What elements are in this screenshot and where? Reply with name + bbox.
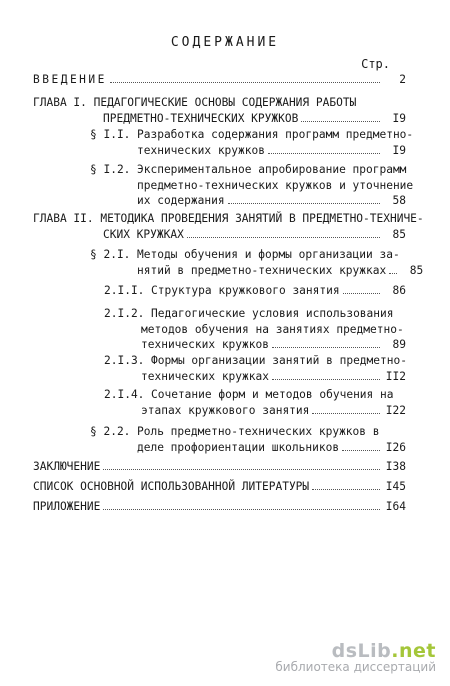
toc-entry-subsection-2-1-2[interactable] xyxy=(104,306,406,353)
section-number: 2.I.4. xyxy=(104,388,145,401)
entry-page: I22 xyxy=(385,403,406,417)
entry-page: 2 xyxy=(399,73,406,86)
section-number: 2.I.3. xyxy=(104,354,145,367)
leader-dots xyxy=(103,509,380,510)
entry-page: I9 xyxy=(392,143,406,157)
toc-entry-conclusion[interactable] xyxy=(33,459,406,475)
entry-title-line: Сочетание форм и методов обучения на xyxy=(151,388,394,401)
toc-entry-section-2-2[interactable] xyxy=(90,424,406,455)
entry-title-line: технических кружков xyxy=(137,143,265,157)
entry-page: 58 xyxy=(392,194,406,207)
entry-title-line: ГЛАВА I. ПЕДАГОГИЧЕСКИЕ ОСНОВЫ СОДЕРЖАНИЯ РАБОТЫ xyxy=(33,96,357,109)
entry-title-line: Роль предметно-технических кружков в xyxy=(137,425,380,438)
section-number: § 2.I. xyxy=(90,248,131,261)
toc-entry-chapter-1[interactable] xyxy=(33,95,406,126)
entry-title-line: ГЛАВА II. МЕТОДИКА ПРОВЕДЕНИЯ ЗАНЯТИЙ В ПРЕДМЕТНО-ТЕХНИЧЕ- xyxy=(33,212,424,225)
toc-entry-appendix[interactable] xyxy=(33,499,406,515)
entry-title-line: Экспериментальное апробирование программ xyxy=(137,163,407,176)
section-number: 2.I.I. xyxy=(104,284,145,297)
leader-dots xyxy=(301,121,380,122)
entry-title-line: нятий в предметно-технических кружках xyxy=(137,263,387,277)
entry-page: 89 xyxy=(392,338,406,351)
toc-entry-subsection-2-1-1[interactable] xyxy=(104,283,406,299)
entry-title-line: Методы обучения и формы организации за- xyxy=(137,248,400,261)
entry-title-line: ПРЕДМЕТНО-ТЕХНИЧЕСКИХ КРУЖКОВ xyxy=(103,111,299,125)
toc-entry-bibliography[interactable] xyxy=(33,479,406,495)
entry-page: 85 xyxy=(392,227,406,241)
leader-dots xyxy=(312,489,380,490)
entry-title-line: этапах кружкового занятия xyxy=(141,403,310,417)
leader-dots xyxy=(187,237,380,238)
entry-title: СПИСОК ОСНОВНОЙ ИСПОЛЬЗОВАННОЙ ЛИТЕРАТУРЫ xyxy=(33,480,310,493)
watermark-subtitle: библиотека диссертаций xyxy=(275,660,436,674)
entry-title: ВВЕДЕНИЕ xyxy=(33,73,107,86)
leader-dots xyxy=(342,450,380,451)
leader-dots xyxy=(103,469,380,470)
leader-dots xyxy=(228,203,380,204)
section-number: 2.I.2. xyxy=(104,307,145,320)
entry-title-line: их содержания xyxy=(137,194,225,207)
toc-entry-subsection-2-1-4[interactable] xyxy=(104,387,406,418)
entry-title-line: методов обучения на занятиях предметно- xyxy=(141,322,404,336)
entry-title-line: Структура кружкового занятия xyxy=(151,284,340,297)
section-number: § I.2. xyxy=(90,163,131,176)
toc-title: СОДЕРЖАНИЕ xyxy=(170,35,280,50)
toc-entry-subsection-2-1-3[interactable] xyxy=(104,353,406,384)
toc-entry-introduction[interactable] xyxy=(33,72,406,88)
entry-title: ПРИЛОЖЕНИЕ xyxy=(33,500,101,513)
leader-dots xyxy=(312,413,380,414)
entry-title-line: технических кружках xyxy=(141,369,269,383)
leader-dots xyxy=(268,153,380,154)
entry-title-line: предметно-технических кружков и уточнение xyxy=(137,178,414,192)
watermark-logo-tld: .net xyxy=(391,640,436,662)
watermark-logo xyxy=(275,640,436,662)
leader-dots xyxy=(389,273,397,274)
entry-page: I45 xyxy=(385,480,406,493)
entry-page: II2 xyxy=(385,369,406,383)
entry-title-line: деле профориентации школьников xyxy=(137,440,340,454)
entry-page: I26 xyxy=(385,440,406,454)
entry-page: I38 xyxy=(385,460,406,473)
dslib-watermark xyxy=(275,640,436,674)
leader-dots xyxy=(272,347,380,348)
leader-dots xyxy=(343,293,380,294)
watermark-logo-main: dsLib xyxy=(331,640,392,662)
entry-page: 85 xyxy=(409,263,424,277)
entry-title-line: Формы организации занятий в предметно- xyxy=(151,354,407,367)
entry-page: I64 xyxy=(385,500,406,513)
entry-page: I9 xyxy=(392,111,406,125)
entry-page: 86 xyxy=(392,284,406,297)
leader-dots xyxy=(110,82,380,83)
entry-title-line: Педагогические условия использования xyxy=(151,307,394,320)
entry-title: ЗАКЛЮЧЕНИЕ xyxy=(33,460,101,473)
toc-entry-chapter-2[interactable] xyxy=(33,211,424,242)
section-number: § I.I. xyxy=(90,128,131,141)
entry-title-line: СКИХ КРУЖКАХ xyxy=(103,227,184,241)
entry-title-line: Разработка содержания программ предметно- xyxy=(137,128,414,141)
page-column-header: Стр. xyxy=(361,57,390,71)
toc-entry-section-1-1[interactable] xyxy=(90,127,414,158)
toc-entry-section-2-1[interactable] xyxy=(90,247,424,278)
leader-dots xyxy=(272,379,380,380)
section-number: § 2.2. xyxy=(90,425,131,438)
toc-entry-section-1-2[interactable] xyxy=(90,162,414,209)
entry-title-line: технических кружков xyxy=(141,338,269,351)
